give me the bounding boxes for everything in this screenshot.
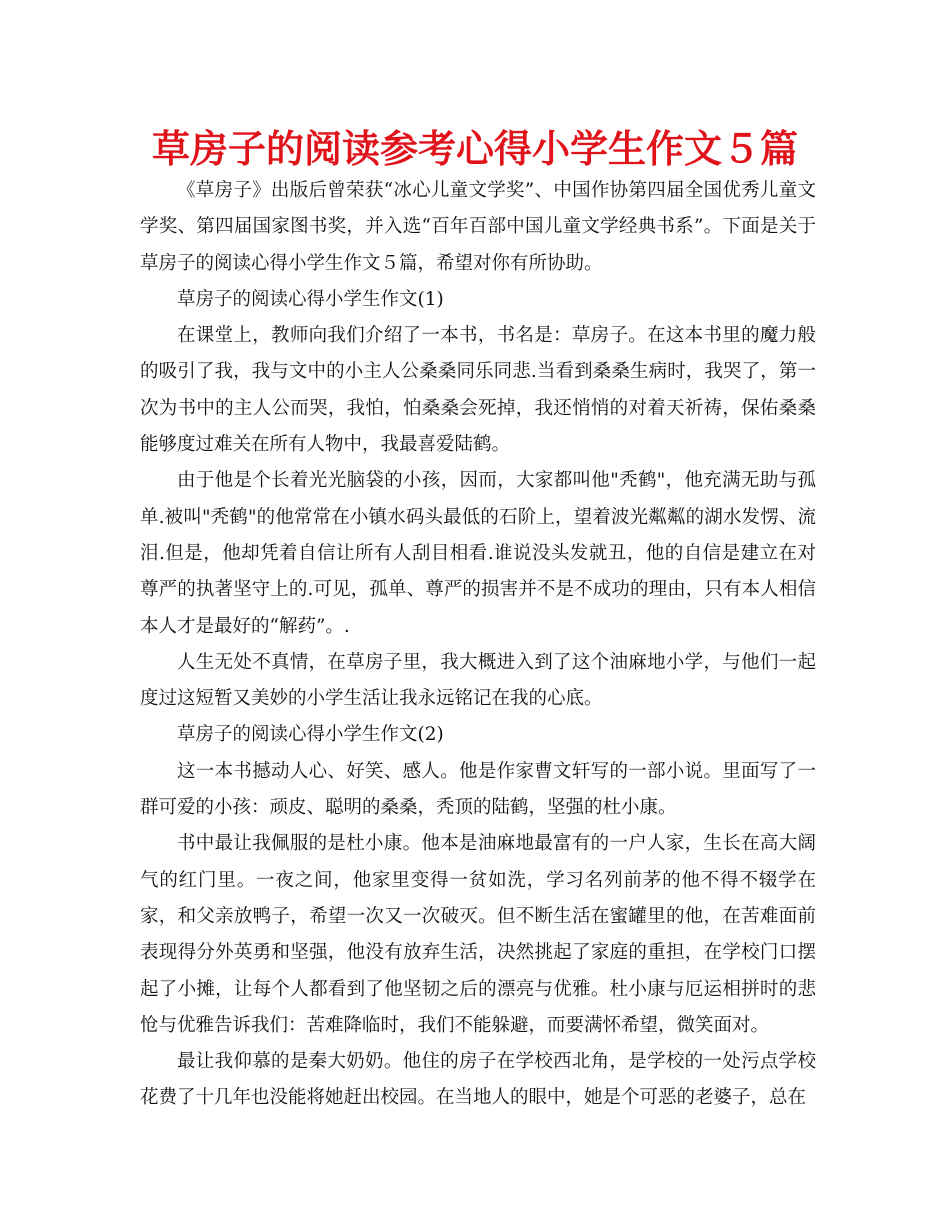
paragraph: 由于他是个长着光光脑袋的小孩，因而，大家都叫他"秃鹤"，他充满无助与孤单.被叫"秃鹤"的他常常在小镇水码头最低的石阶上，望着波光粼粼的湖水发愣、流泪.但是，他却凭着自信让所有人刮目相看.谁说没头发就丑，他的自信是建立在对尊严的执著坚守上的.可见，孤单、尊严的损害并不是不成功的理由，只有本人相信本人才是最好的“解药”。. (140, 470, 816, 637)
paragraph: 这一本书撼动人心、好笑、感人。他是作家曹文轩写的一部小说。里面写了一群可爱的小孩：顽皮、聪明的桑桑，秃顶的陆鹤，坚强的杜小康。 (140, 760, 816, 819)
page-title: 草房子的阅读参考心得小学生作文５篇 (151, 127, 798, 171)
paragraph: 在课堂上，教师向我们介绍了一本书，书名是：草房子。在这本书里的魔力般的吸引了我，我与文中的小主人公桑桑同乐同悲.当看到桑桑生病时，我哭了，第一次为书中的主人公而哭，我怕，怕桑桑会死掉，我还悄悄的对着天祈祷，保佑桑桑能够度过难关在所有人物中，我最喜爱陆鹤。 (140, 325, 816, 456)
section-heading-2: 草房子的阅读心得小学生作文(2) (177, 724, 444, 746)
paragraph-intro: 《草房子》出版后曾荣获“冰心儿童文学奖”、中国作协第四届全国优秀儿童文学奖、第四届国家图书奖，并入选“百年百部中国儿童文学经典书系”。下面是关于草房子的阅读心得小学生作文５篇，希望对你有所协助。 (140, 180, 816, 274)
article-body (140, 173, 816, 1117)
paragraph: 最让我仰慕的是秦大奶奶。他住的房子在学校西北角，是学校的一处污点学校花费了十几年也没能将她赶出校园。在当地人的眼中，她是个可恶的老婆子，总在 (140, 1051, 816, 1109)
paragraph: 书中最让我佩服的是杜小康。他本是油麻地最富有的一户人家，生长在高大阔气的红门里。一夜之间，他家里变得一贫如洗，学习名列前茅的他不得不辍学在家，和父亲放鸭子，希望一次又一次破灭。但不断生活在蜜罐里的他，在苦难面前表现得分外英勇和坚强，他没有放弃生活，决然挑起了家庭的重担，在学校门口摆起了小摊，让每个人都看到了他坚韧之后的漂亮与优雅。杜小康与厄运相拼时的悲怆与优雅告诉我们：苦难降临时，我们不能躲避，而要满怀希望，微笑面对。 (140, 833, 816, 1036)
paragraph: 人生无处不真情，在草房子里，我大概进入到了这个油麻地小学，与他们一起度过这短暂又美妙的小学生活让我永远铭记在我的心底。 (140, 651, 816, 710)
section-heading-1: 草房子的阅读心得小学生作文(1) (177, 288, 444, 310)
